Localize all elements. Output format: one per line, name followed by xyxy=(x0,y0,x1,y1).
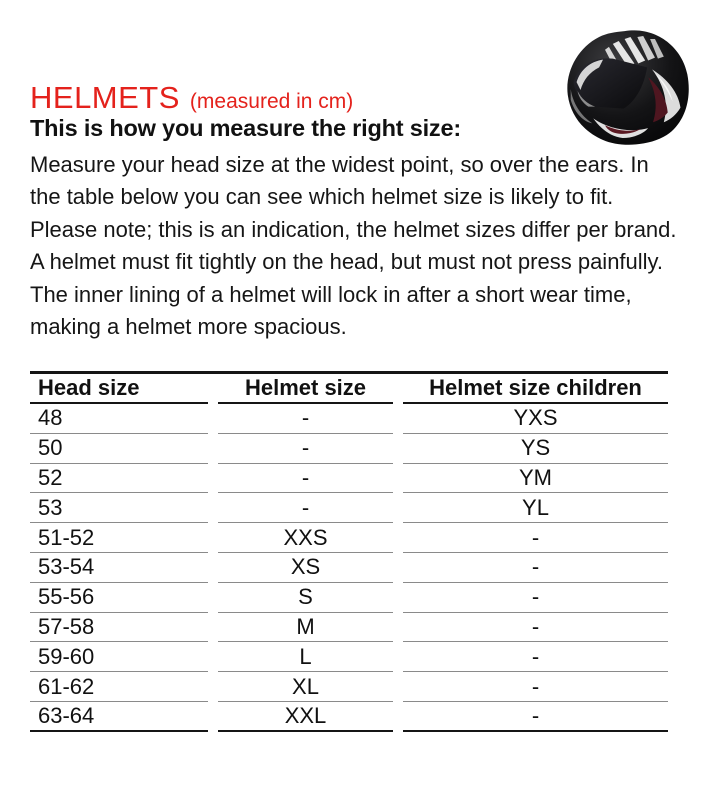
cell-helmet-size: XXL xyxy=(218,702,393,732)
cell-helmet-size: XL xyxy=(218,672,393,702)
page-title-note: (measured in cm) xyxy=(189,90,354,113)
intro-paragraph xyxy=(30,149,677,343)
cell-helmet-size-children: YL xyxy=(403,493,668,523)
cell-head-size: 61-62 xyxy=(30,672,208,702)
motorcycle-helmet-image xyxy=(556,28,703,148)
cell-head-size: 53 xyxy=(30,493,208,523)
cell-helmet-size-children: - xyxy=(403,672,668,702)
cell-head-size: 51-52 xyxy=(30,523,208,553)
cell-helmet-size: M xyxy=(218,613,393,643)
cell-helmet-size-children: - xyxy=(403,702,668,732)
cell-head-size: 53-54 xyxy=(30,553,208,583)
intro-line: Please note; this is an indication, the helmet sizes differ per brand. xyxy=(30,216,677,242)
cell-helmet-size: L xyxy=(218,642,393,672)
cell-helmet-size: XXS xyxy=(218,523,393,553)
cell-head-size: 50 xyxy=(30,434,208,464)
cell-helmet-size: XS xyxy=(218,553,393,583)
cell-helmet-size: - xyxy=(218,404,393,434)
section-heading: This is how you measure the right size: xyxy=(30,115,461,141)
cell-head-size: 52 xyxy=(30,464,208,494)
column-header-head-size: Head size xyxy=(30,374,208,404)
cell-helmet-size-children: - xyxy=(403,642,668,672)
cell-head-size: 63-64 xyxy=(30,702,208,732)
size-table xyxy=(30,371,668,732)
cell-helmet-size-children: YM xyxy=(403,464,668,494)
cell-helmet-size-children: YXS xyxy=(403,404,668,434)
cell-head-size: 48 xyxy=(30,404,208,434)
column-header-helmet-size-children: Helmet size children xyxy=(403,374,668,404)
cell-helmet-size-children: - xyxy=(403,613,668,643)
cell-helmet-size: - xyxy=(218,464,393,494)
cell-head-size: 57-58 xyxy=(30,613,208,643)
intro-line: The inner lining of a helmet will lock in after a short wear time, xyxy=(30,281,632,307)
cell-helmet-size-children: - xyxy=(403,553,668,583)
cell-helmet-size: S xyxy=(218,583,393,613)
intro-line: A helmet must fit tightly on the head, but must not press painfully. xyxy=(30,249,664,275)
cell-helmet-size: - xyxy=(218,493,393,523)
intro-line: the table below you can see which helmet size is likely to fit. xyxy=(30,184,614,210)
cell-helmet-size-children: - xyxy=(403,523,668,553)
cell-helmet-size: - xyxy=(218,434,393,464)
cell-head-size: 59-60 xyxy=(30,642,208,672)
intro-line: Measure your head size at the widest point, so over the ears. In xyxy=(30,152,649,177)
cell-helmet-size-children: YS xyxy=(403,434,668,464)
column-header-helmet-size: Helmet size xyxy=(218,374,393,404)
page-title: HELMETS xyxy=(30,80,180,115)
cell-helmet-size-children: - xyxy=(403,583,668,613)
page-header xyxy=(30,82,353,114)
cell-head-size: 55-56 xyxy=(30,583,208,613)
intro-line: making a helmet more spacious. xyxy=(30,314,347,340)
